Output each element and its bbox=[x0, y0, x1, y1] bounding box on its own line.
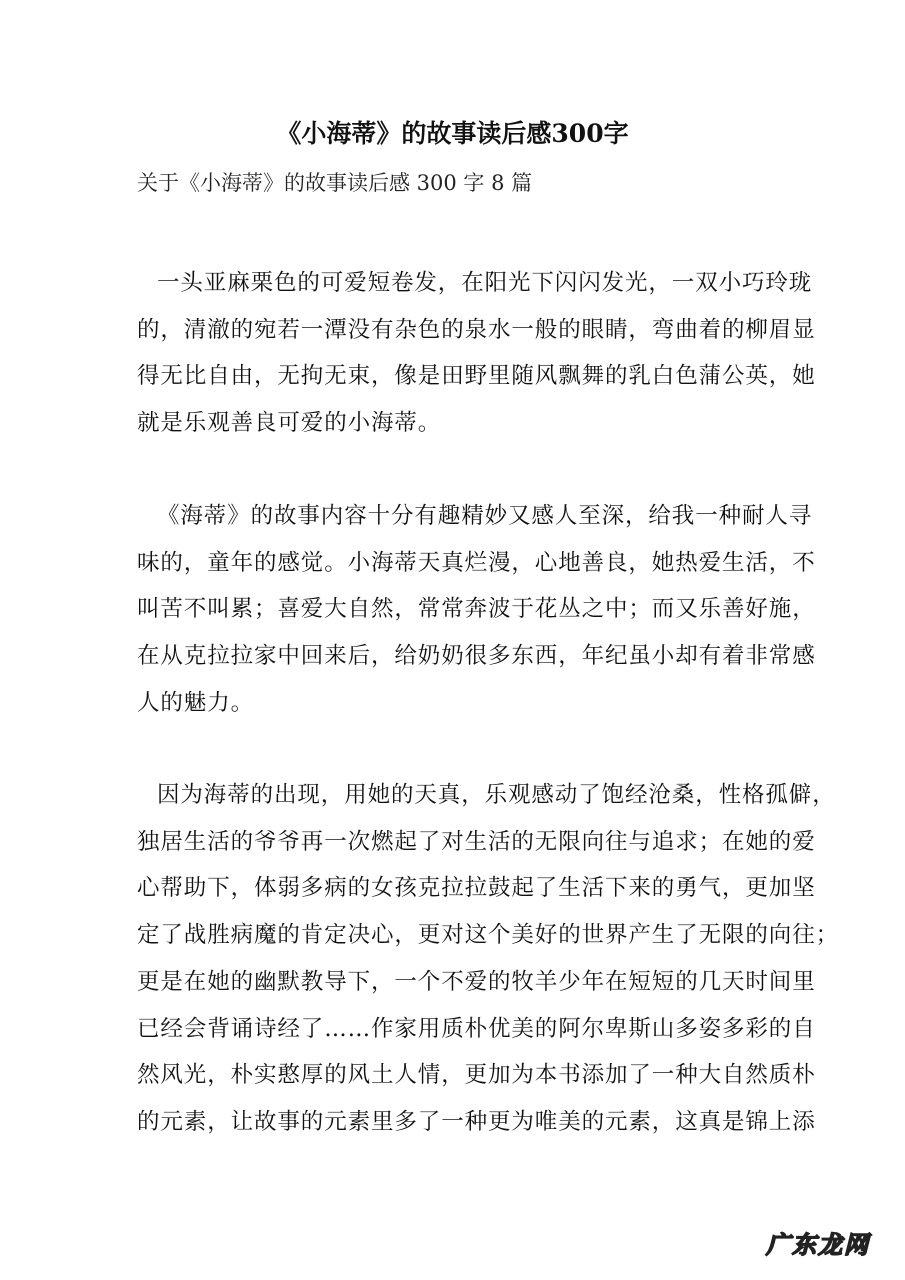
paragraph-line: 的，清澈的宛若一潭没有杂色的泉水一般的眼睛，弯曲着的柳眉显 bbox=[137, 316, 816, 343]
paragraph-line: 更是在她的幽默教导下，一个不爱的牧羊少年在短短的几天时间里 bbox=[137, 968, 816, 995]
paragraph-line: 《海蒂》的故事内容十分有趣精妙又感人至深，给我一种耐人寻 bbox=[157, 503, 813, 529]
paragraph-1 bbox=[137, 260, 816, 447]
paragraph-line: 在从克拉拉家中回来后，给奶奶很多东西，年纪虽小却有着非常感 bbox=[137, 643, 816, 670]
paragraph-line: 人的魅力。 bbox=[137, 689, 255, 716]
paragraph-line: 叫苦不叫累；喜爱大自然，常常奔波于花丛之中；而又乐善好施， bbox=[137, 596, 816, 623]
paragraph-line: 味的，童年的感觉。小海蒂天真烂漫，心地善良，她热爱生活，不 bbox=[137, 549, 816, 576]
paragraph-line: 一头亚麻栗色的可爱短卷发，在阳光下闪闪发光，一双小巧玲珑 bbox=[157, 270, 813, 296]
paragraph-2 bbox=[137, 493, 816, 727]
paragraph-line: 独居生活的爷爷再一次燃起了对生活的无限向往与追求；在她的爱 bbox=[137, 828, 816, 855]
paragraph-line: 心帮助下，体弱多病的女孩克拉拉鼓起了生活下来的勇气，更加坚 bbox=[137, 875, 816, 902]
document-subtitle: 关于《小海蒂》的故事读后感 300 字 8 篇 bbox=[137, 171, 533, 195]
paragraph-line: 已经会背诵诗经了……作家用质朴优美的阿尔卑斯山多姿多彩的自 bbox=[137, 1015, 816, 1042]
paragraph-line: 然风光，朴实憨厚的风土人情，更加为本书添加了一种大自然质朴 bbox=[137, 1062, 816, 1089]
paragraph-line: 因为海蒂的出现，用她的天真，乐观感动了饱经沧桑，性格孤僻， bbox=[157, 782, 836, 808]
paragraph-line: 定了战胜病魔的肯定决心，更对这个美好的世界产生了无限的向往； bbox=[137, 922, 840, 949]
document-title: 《小海蒂》的故事读后感300字 bbox=[276, 119, 629, 148]
paragraph-3 bbox=[137, 772, 840, 1146]
site-watermark: 广东龙网 bbox=[766, 1231, 870, 1259]
paragraph-line: 的元素，让故事的元素里多了一种更为唯美的元素，这真是锦上添 bbox=[137, 1108, 816, 1135]
paragraph-line: 得无比自由，无拘无束，像是田野里随风飘舞的乳白色蒲公英，她 bbox=[137, 363, 816, 390]
paragraph-line: 就是乐观善良可爱的小海蒂。 bbox=[137, 410, 442, 437]
